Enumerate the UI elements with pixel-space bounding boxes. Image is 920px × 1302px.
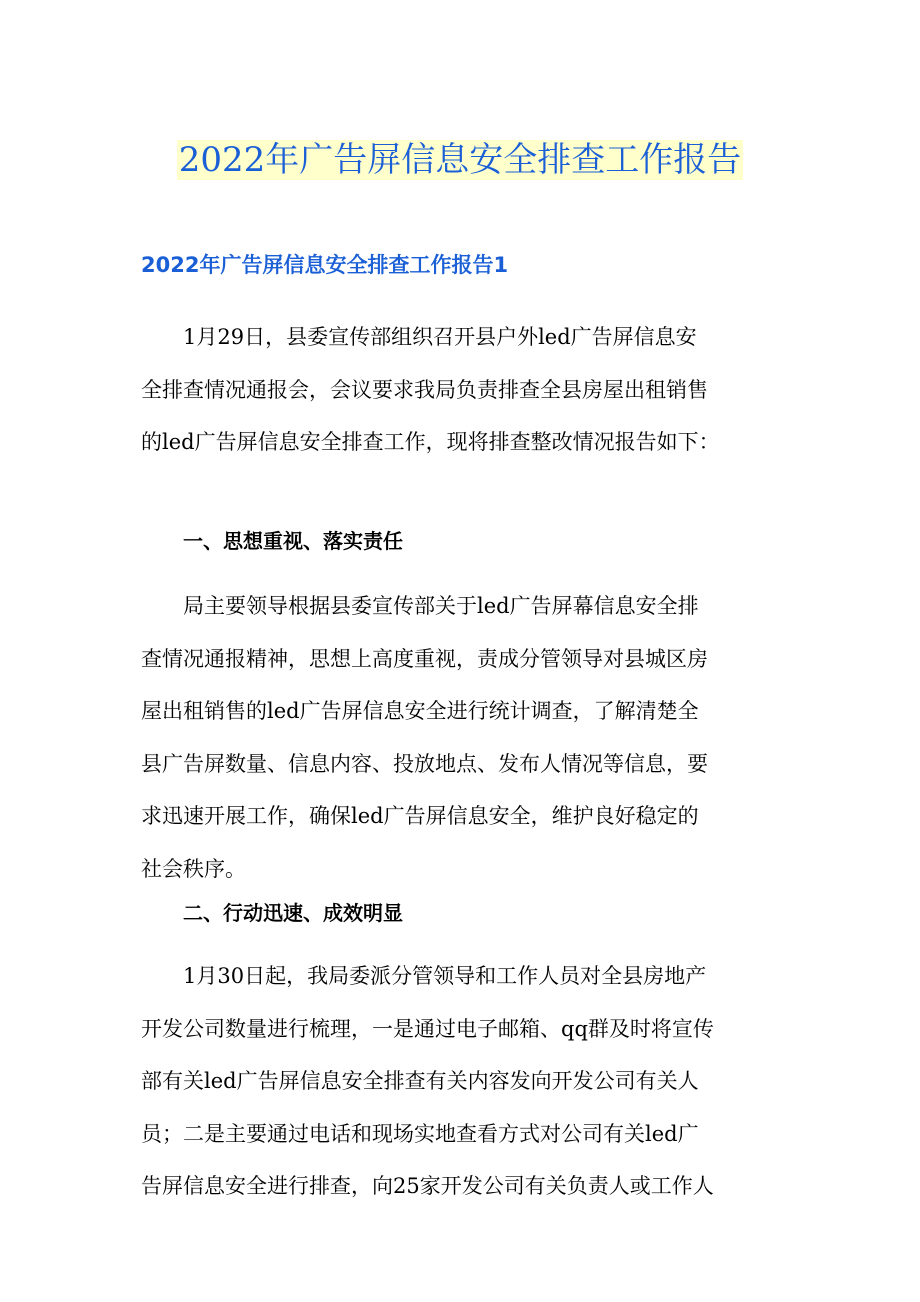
- section-2-heading: 二、行动迅速、成效明显: [183, 901, 403, 925]
- section-2-line: 告屏信息安全进行排查，向25家开发公司有关负责人或工作人: [141, 1174, 714, 1198]
- section-2-line: 1月30日起，我局委派分管领导和工作人员对全县房地产: [183, 964, 707, 988]
- section-1-line: 查情况通报精神，思想上高度重视，责成分管领导对县城区房: [141, 646, 708, 671]
- section-1-paragraph: [141, 580, 781, 895]
- intro-line: 的led广告屏信息安全排查工作，现将排查整改情况报告如下：: [141, 430, 720, 454]
- document-title: [0, 136, 920, 184]
- intro-line: 1月29日，县委宣传部组织召开县户外led广告屏信息安: [183, 325, 697, 349]
- section-1-line: 求迅速开展工作，确保led广告屏信息安全，维护良好稳定的: [141, 804, 699, 828]
- section-1-line: 县广告屏数量、信息内容、投放地点、发布人情况等信息，要: [141, 751, 708, 776]
- report-subtitle: 2022年广告屏信息安全排查工作报告1: [141, 253, 509, 277]
- section-2-line: 员；二是主要通过电话和现场实地查看方式对公司有关led广: [141, 1121, 699, 1146]
- section-2-paragraph: [141, 950, 781, 1213]
- intro-paragraph: [141, 311, 781, 469]
- section-2-line: 部有关led广告屏信息安全排查有关内容发向开发公司有关人: [141, 1069, 699, 1093]
- section-1-heading: 一、思想重视、落实责任: [183, 529, 403, 553]
- section-1-line: 社会秩序。: [141, 856, 246, 881]
- section-1-line: 局主要领导根据县委宣传部关于led广告屏幕信息安全排: [183, 594, 699, 618]
- document-title-text: 2022年广告屏信息安全排查工作报告: [178, 140, 742, 180]
- section-2-line: 开发公司数量进行梳理，一是通过电子邮箱、qq群及时将宣传: [141, 1016, 714, 1041]
- intro-line: 全排查情况通报会，会议要求我局负责排查全县房屋出租销售: [141, 377, 708, 402]
- section-1-line: 屋出租销售的led广告屏信息安全进行统计调查，了解清楚全: [141, 699, 699, 723]
